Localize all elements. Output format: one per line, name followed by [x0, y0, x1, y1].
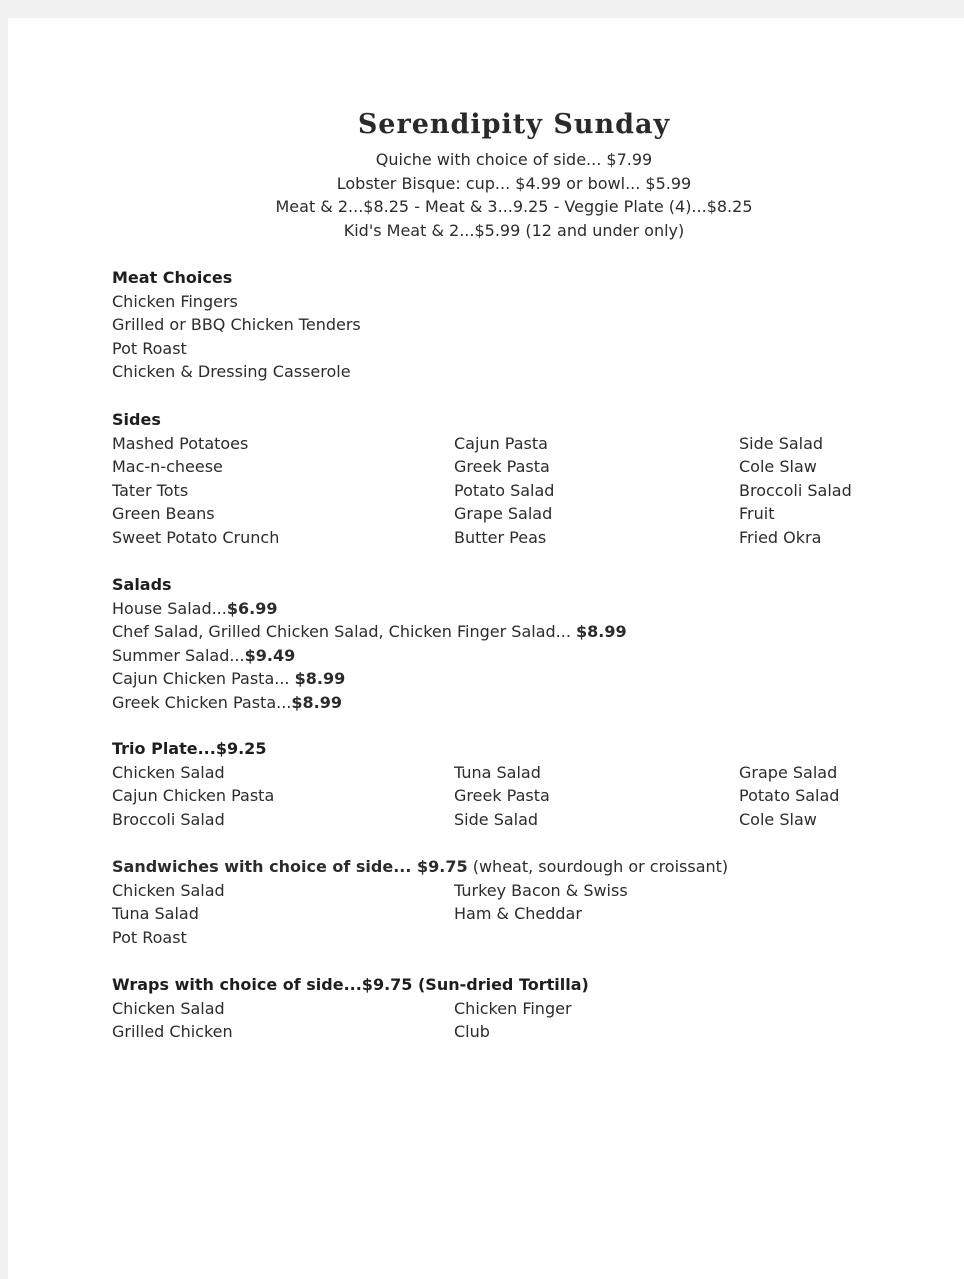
meat-item: Grilled or BBQ Chicken Tenders	[112, 315, 361, 334]
menu-header	[0, 106, 964, 242]
sandwiches-heading-row	[112, 855, 932, 879]
menu-title: Serendipity Sunday	[357, 109, 671, 140]
trio-row	[112, 808, 932, 832]
salad-item	[112, 620, 932, 644]
sides-row	[112, 479, 932, 503]
salad-item	[112, 667, 932, 691]
side-item: Mashed Potatoes	[112, 433, 249, 453]
meat-item: Chicken & Dressing Casserole	[112, 362, 351, 381]
salad-name: Greek Chicken Pasta...	[112, 692, 292, 712]
wrap-item: Grilled Chicken	[112, 1022, 233, 1041]
salads-section	[112, 573, 932, 714]
wrap-item: Club	[454, 1022, 490, 1041]
side-item: Side Salad	[739, 433, 824, 453]
sandwich-item: Ham & Cheddar	[454, 904, 582, 923]
side-item: Green Beans	[112, 504, 215, 523]
meat-item: Chicken Fingers	[112, 291, 238, 311]
side-item: Cajun Pasta	[454, 433, 548, 453]
side-item: Grape Salad	[454, 504, 553, 523]
wraps-heading: Wraps with choice of side...$9.75 (Sun-dried Tortilla)	[112, 975, 589, 994]
quiche-line: Quiche with choice of side... $7.99	[375, 150, 653, 169]
trio-item: Grape Salad	[739, 762, 838, 782]
side-item: Mac-n-cheese	[112, 457, 223, 476]
sandwich-row	[112, 926, 932, 950]
sides-row	[112, 432, 932, 456]
trio-item: Chicken Salad	[112, 762, 225, 782]
side-item: Tater Tots	[112, 480, 189, 500]
salad-name: Chef Salad, Grilled Chicken Salad, Chicken Finger Salad...	[112, 622, 576, 641]
trio-item: Broccoli Salad	[112, 809, 225, 829]
side-item: Greek Pasta	[454, 457, 550, 476]
meat-heading: Meat Choices	[112, 268, 233, 287]
trio-row	[112, 784, 932, 808]
lobster-bisque-line: Lobster Bisque: cup... $4.99 or bowl... $5.99	[336, 173, 692, 193]
trio-item: Cole Slaw	[739, 809, 817, 829]
salad-item	[112, 597, 932, 621]
salad-price: $8.99	[294, 669, 346, 688]
salad-name: House Salad...	[112, 598, 227, 618]
trio-item: Greek Pasta	[454, 786, 550, 805]
bread-note: (wheat, sourdough or croissant)	[467, 857, 729, 876]
plates-line: Meat & 2...$8.25 - Meat & 3...9.25 - Veggie Plate (4)...$8.25	[275, 197, 753, 216]
salads-heading: Salads	[112, 575, 172, 594]
salad-price: $8.99	[576, 622, 627, 641]
trio-item: Cajun Chicken Pasta	[112, 786, 275, 805]
wrap-row	[112, 997, 932, 1021]
salad-name: Cajun Chicken Pasta...	[112, 669, 295, 688]
wraps-section	[112, 973, 932, 1044]
sides-row	[112, 455, 932, 479]
sandwich-row	[112, 879, 932, 903]
kids-meal-line: Kid's Meat & 2...$5.99 (12 and under only)	[343, 220, 685, 240]
side-item: Fruit	[739, 504, 775, 523]
side-item: Cole Slaw	[739, 457, 817, 476]
wrap-row	[112, 1020, 932, 1044]
sandwiches-section	[112, 855, 932, 949]
salad-item	[112, 644, 932, 668]
wrap-item: Chicken Salad	[112, 998, 225, 1018]
salad-name: Summer Salad...	[112, 645, 245, 665]
sandwich-item: Pot Roast	[112, 927, 187, 947]
sides-heading: Sides	[112, 410, 161, 429]
sides-row	[112, 502, 932, 526]
trio-row	[112, 761, 932, 785]
trio-section	[112, 737, 932, 831]
sandwich-row	[112, 902, 932, 926]
side-item: Sweet Potato Crunch	[112, 527, 280, 547]
wrap-item: Chicken Finger	[454, 998, 572, 1018]
side-item: Broccoli Salad	[739, 480, 852, 500]
side-item: Butter Peas	[454, 527, 547, 547]
trio-heading: Trio Plate...$9.25	[112, 739, 267, 758]
trio-item: Potato Salad	[739, 786, 840, 805]
side-item: Fried Okra	[739, 527, 822, 547]
sandwich-item: Chicken Salad	[112, 880, 225, 900]
trio-item: Tuna Salad	[454, 762, 541, 782]
sandwich-item: Turkey Bacon & Swiss	[454, 880, 628, 900]
salad-price: $8.99	[291, 692, 342, 712]
meat-section	[112, 266, 932, 384]
sandwiches-heading: Sandwiches with choice of side... $9.75	[112, 857, 468, 876]
salad-price: $9.49	[244, 645, 296, 665]
meat-item: Pot Roast	[112, 338, 187, 358]
trio-item: Side Salad	[454, 809, 539, 829]
sides-section	[112, 408, 932, 549]
salad-price: $6.99	[226, 598, 278, 618]
sides-row	[112, 526, 932, 550]
salad-item	[112, 691, 932, 715]
side-item: Potato Salad	[454, 480, 555, 500]
sandwich-item: Tuna Salad	[112, 904, 199, 923]
